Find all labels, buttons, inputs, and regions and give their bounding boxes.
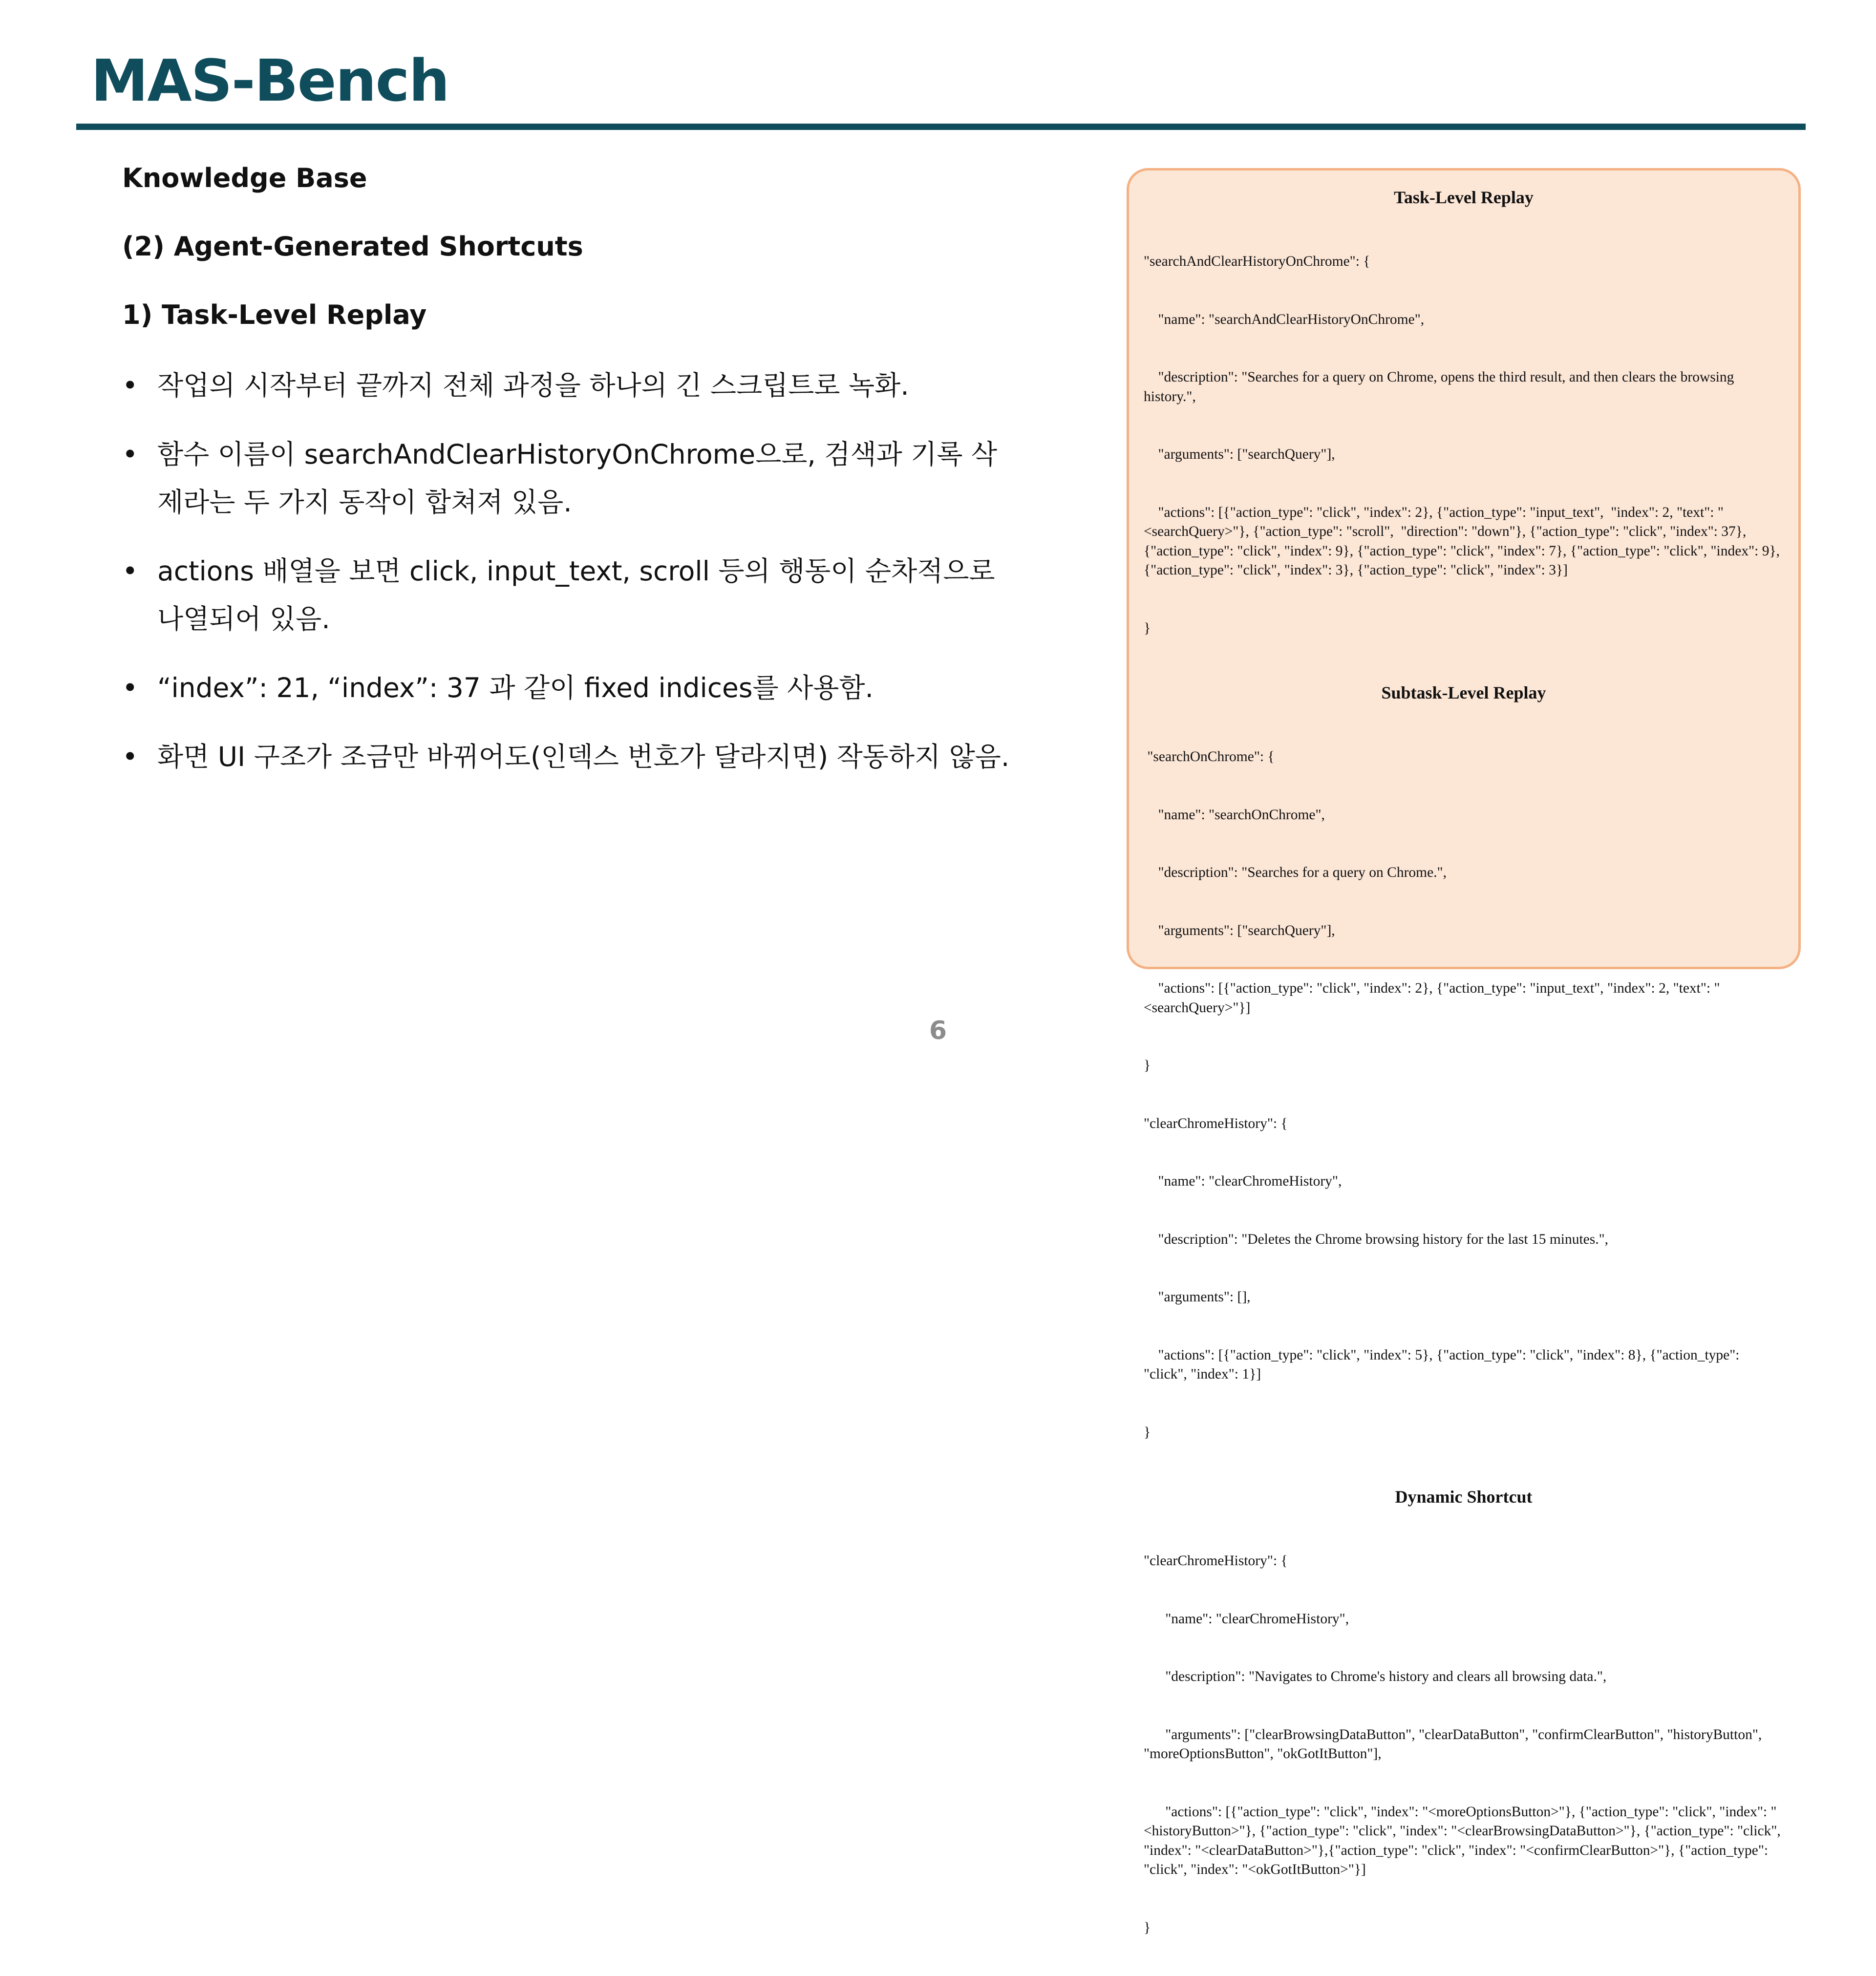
bullet-item: [122, 664, 1089, 712]
code-line: "arguments": ["clearBrowsingDataButton", "clearDataButton", "confirmClearButton", "historyButton", "moreOptionsButton", "okGotItButton"],: [1144, 1726, 1766, 1762]
heading-task-level-replay: 1) Task-Level Replay: [122, 299, 427, 330]
code-line: }: [1144, 620, 1151, 636]
code-line: "name": "clearChromeHistory",: [1144, 1173, 1342, 1189]
code-line: "description": "Searches for a query on Chrome.",: [1144, 865, 1447, 880]
code-line: }: [1144, 1424, 1151, 1440]
code-line: "actions": [{"action_type": "click", "index": "<moreOptionsButton>"}, {"action_type": "click", "index": "<historyButton>"}, {"action_type": "click", "index": "<clearBrowsingDataButton>"}, {"action_type": "click", "index": "<clearDataButton>"},{"action_type": "click", "index": "<confirmClearButton>"}, {"action_type": "click", "index": "<okGotItButton>"}]: [1144, 1804, 1785, 1877]
bullet-text: actions 배열을 보면 click, input_text, scroll 등의 행동이 순차적으로 나열되어 있음.: [157, 555, 995, 635]
panel-heading-task-level-replay: Task-Level Replay: [1394, 188, 1534, 207]
bullet-text: “index”: 21, “index”: 37 과 같이 fixed indices를 사용함.: [157, 672, 874, 703]
heading-agent-generated-shortcuts: (2) Agent-Generated Shortcuts: [122, 231, 583, 262]
bullet-item: [122, 430, 1017, 526]
bullet-text: 화면 UI 구조가 조금만 바뀌어도(인덱스 번호가 달라지면) 작동하지 않음.: [157, 741, 1010, 772]
code-line: "clearChromeHistory": {: [1144, 1115, 1288, 1131]
code-line: "clearChromeHistory": {: [1144, 1553, 1288, 1569]
bullet-marker: •: [122, 672, 138, 703]
code-line: "description": "Searches for a query on Chrome, opens the third result, and then clears the browsing history.",: [1144, 369, 1738, 404]
code-line: "actions": [{"action_type": "click", "index": 2}, {"action_type": "input_text", "index": 2, "text": "<searchQuery>"}, {"action_type": "scroll", "direction": "down"}, {"action_type": "click", "index": 37}, {"action_type": "click", "index": 9}, {"action_type": "click", "index": 7}, {"action_type": "click", "index": 9}, {"action_type": "click", "index": 3}, {"action_type": "click", "index": 3}]: [1144, 504, 1784, 578]
code-line: "description": "Navigates to Chrome's history and clears all browsing data.",: [1144, 1669, 1607, 1684]
panel-heading-dynamic-shortcut: Dynamic Shortcut: [1395, 1487, 1533, 1507]
code-line: "name": "searchOnChrome",: [1144, 807, 1325, 823]
code-line: }: [1144, 1919, 1151, 1935]
page-number: 6: [929, 1016, 947, 1045]
code-line: "searchOnChrome": {: [1144, 749, 1275, 765]
code-block-task-level-replay: [1144, 213, 1784, 677]
code-line: "name": "searchAndClearHistoryOnChrome",: [1144, 311, 1425, 327]
code-block-dynamic-shortcut: [1144, 1513, 1784, 1976]
code-line: "arguments": ["searchQuery"],: [1144, 446, 1335, 462]
bullet-item: [122, 733, 1089, 781]
code-line: "arguments": [],: [1144, 1289, 1251, 1305]
slide-title: MAS-Bench: [91, 47, 449, 114]
code-line: "actions": [{"action_type": "click", "index": 5}, {"action_type": "click", "index": 8}, {"action_type": "click", "index": 1}]: [1144, 1347, 1743, 1382]
code-line: }: [1144, 1058, 1151, 1073]
bullet-marker: •: [122, 439, 138, 470]
code-line: "actions": [{"action_type": "click", "index": 2}, {"action_type": "input_text", "index": 2, "text": "<searchQuery>"}]: [1144, 980, 1720, 1016]
code-line: "searchAndClearHistoryOnChrome": {: [1144, 254, 1370, 269]
title-divider: [76, 124, 1806, 130]
code-example-panel: [1127, 168, 1801, 1935]
bullet-text: 함수 이름이 searchAndClearHistoryOnChrome으로, 검색과 기록 삭제라는 두 가지 동작이 합쳐져 있음.: [157, 439, 998, 518]
bullet-text: 작업의 시작부터 끝까지 전체 과정을 하나의 긴 스크립트로 녹화.: [157, 370, 909, 401]
heading-knowledge-base: Knowledge Base: [122, 163, 367, 193]
panel-heading-subtask-level-replay: Subtask-Level Replay: [1381, 683, 1546, 702]
code-line: "description": "Deletes the Chrome browsing history for the last 15 minutes.",: [1144, 1231, 1609, 1247]
code-line: "name": "clearChromeHistory",: [1144, 1611, 1349, 1627]
bullet-marker: •: [122, 741, 138, 772]
code-line: "arguments": ["searchQuery"],: [1144, 922, 1335, 938]
bullet-marker: •: [122, 370, 138, 401]
code-block-subtask-level-replay: [1144, 709, 1784, 1481]
bullet-list: [122, 361, 1089, 781]
bullet-item: [122, 361, 1089, 409]
left-content: [122, 156, 1089, 802]
bullet-marker: •: [122, 555, 138, 587]
bullet-item: [122, 547, 1017, 643]
